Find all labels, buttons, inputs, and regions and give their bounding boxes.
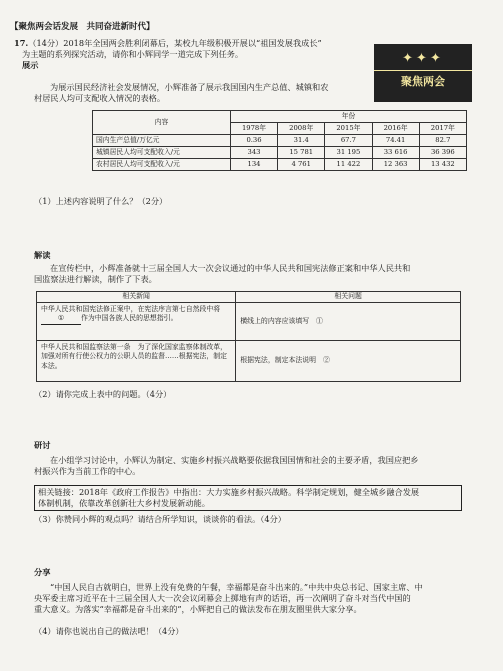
question-17-line1: （14分）2018年全国两会胜利闭幕后，某校九年级积极开展以“祖国发展我成长”	[28, 38, 322, 48]
row-label: 城镇居民人均可支配收入/元	[93, 147, 231, 159]
year-header-1: 2008年	[278, 123, 325, 135]
table-row	[93, 159, 467, 171]
table-cell: 343	[230, 147, 277, 159]
question-cell-2: 根据宪法，制定本法说明 ②	[236, 341, 461, 382]
row-label: 国内生产总值/万亿元	[93, 135, 231, 147]
table-row	[93, 147, 467, 159]
interpret-intro	[34, 263, 474, 285]
show-intro	[34, 82, 474, 104]
table-cell: 134	[230, 159, 277, 171]
show-intro-line1: 为展示国民经济社会发展情况，小辉准备了展示我国国内生产总值、城镇和农	[50, 82, 329, 92]
blank-1: ①	[41, 314, 81, 324]
table-cell: 31.4	[278, 135, 325, 147]
table-cell: 12 363	[372, 159, 419, 171]
news-1-text-b: 作为中国各族人民的思想指引。	[81, 314, 178, 323]
question-17-stem	[14, 38, 374, 71]
share-line3: 重大意义。为落实“幸福都是奋斗出来的”，小辉把自己的做法发布在朋友圈里供大家分享。	[34, 604, 362, 615]
question-17-line2: 为主题的系列探究活动，请你和小辉同学一道完成下列任务。	[22, 49, 244, 60]
table-cell: 36 396	[419, 147, 466, 159]
question-1: （1）上述内容说明了什么？（2分）	[34, 196, 168, 206]
share-line2: 央军委主席习近平在十三届全国人大一次会议闭幕会上掷地有声的话语，再一次阐明了奋斗对当代中国的	[34, 593, 411, 604]
table-cell: 82.7	[419, 135, 466, 147]
interpretation-table	[36, 291, 461, 382]
year-header-3: 2016年	[372, 123, 419, 135]
table-header-year: 年份	[230, 111, 466, 123]
news-cell-2: 中华人民共和国监察法第一条 为了深化国家监察体制改革，加强对所有行使公权力的公职人员的监督……根据宪法，制定本法。	[37, 341, 236, 382]
interpret-intro-line1: 在宣传栏中，小辉准备就十三届全国人大一次会议通过的中华人民共和国宪法修正案和中华人民共和	[50, 263, 411, 273]
study-label: 研讨	[34, 440, 51, 450]
table-cell: 11 422	[325, 159, 372, 171]
table-cell: 67.7	[325, 135, 372, 147]
table-cell: 74.41	[372, 135, 419, 147]
table-row	[93, 135, 467, 147]
question-3: （3）你赞同小辉的观点吗？请结合所学知识，谈谈你的看法。（4分）	[34, 514, 286, 524]
year-header-4: 2017年	[419, 123, 466, 135]
news-cell-1	[37, 303, 236, 341]
related-link-line1: 相关链接：2018年《政府工作报告》中指出：大力实施乡村振兴战略。科学制定规划，健全城乡融合发展	[38, 487, 420, 497]
table-cell: 0.36	[230, 135, 277, 147]
logo-stars-icon: ✦✦✦	[402, 51, 444, 66]
study-intro-line2: 村振兴作为当前工作的中心。	[34, 466, 141, 477]
table-cell: 15 781	[278, 147, 325, 159]
show-intro-line2: 村居民人均可支配收入情况的表格。	[34, 93, 166, 104]
table-cell: 4 761	[278, 159, 325, 171]
year-header-0: 1978年	[230, 123, 277, 135]
related-link-line2: 体制机制，依靠改革创新壮大乡村发展新动能。	[38, 498, 210, 509]
table-body	[93, 135, 467, 171]
table-cell: 33 616	[372, 147, 419, 159]
question-cell-1: 横线上的内容应该填写 ①	[236, 303, 461, 341]
question-2: （2）请你完成上表中的问题。（4分）	[34, 389, 172, 399]
share-line1: “中国人民自古就明白，世界上没有免费的午餐，幸福都是奋斗出来的。”中共中央总书记、国家主席、中	[50, 582, 423, 592]
question-4: （4）请你也说出自己的做法吧！（4分）	[34, 626, 184, 636]
table-cell: 13 432	[419, 159, 466, 171]
news-1-text-a: 中华人民共和国宪法修正案中，在宪法序言第七自然段中将	[41, 305, 221, 313]
economic-data-table	[92, 110, 467, 171]
table-header-news: 相关新闻	[37, 292, 236, 303]
study-intro-line1: 在小组学习讨论中，小辉认为制定、实施乡村振兴战略要依据我国国情和社会的主要矛盾，我国应把乡	[50, 455, 419, 465]
interpret-intro-line2: 国监察法进行解读，制作了下表。	[34, 274, 157, 285]
share-label: 分享	[34, 567, 51, 577]
section-header: 【聚焦两会话发展 共同奋进新时代】	[10, 22, 155, 32]
study-intro	[34, 455, 474, 477]
year-header-2: 2015年	[325, 123, 372, 135]
related-link-box	[34, 485, 462, 511]
show-label: 展示	[22, 60, 39, 71]
table-header-content: 内容	[93, 111, 231, 135]
row-label: 农村居民人均可支配收入/元	[93, 159, 231, 171]
table-header-question: 相关问题	[236, 292, 461, 303]
logo-text: 聚焦两会	[374, 70, 472, 90]
share-paragraph	[34, 582, 474, 615]
table-cell: 31 195	[325, 147, 372, 159]
question-number: 17.	[14, 38, 29, 48]
interpret-label: 解读	[34, 250, 51, 260]
